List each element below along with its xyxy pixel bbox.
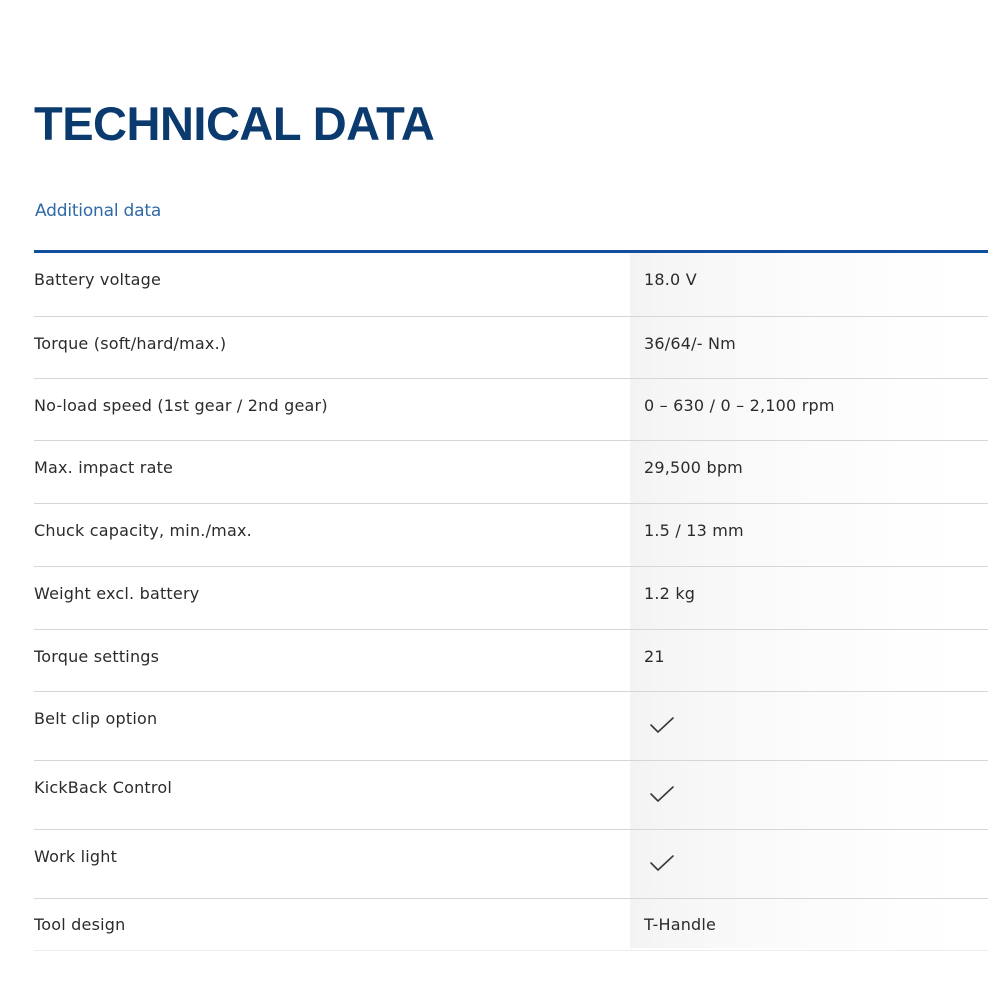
page-title: TECHNICAL DATA <box>34 97 435 150</box>
spec-label: Battery voltage <box>34 270 162 289</box>
spec-value: T-Handle <box>644 915 717 934</box>
spec-label: Torque (soft/hard/max.) <box>34 334 227 353</box>
spec-value: 1.2 kg <box>644 584 696 603</box>
table-row <box>34 761 988 830</box>
table-row <box>34 317 988 379</box>
spec-label: Work light <box>34 847 118 866</box>
spec-value: 29,500 bpm <box>644 458 743 477</box>
checkmark-icon <box>649 716 675 734</box>
spec-label: Weight excl. battery <box>34 584 200 603</box>
spec-value: 21 <box>644 647 665 666</box>
table-row <box>34 692 988 761</box>
spec-value: 1.5 / 13 mm <box>644 521 744 540</box>
table-row <box>34 441 988 504</box>
spec-label: KickBack Control <box>34 778 172 797</box>
table-row <box>34 899 988 951</box>
spec-label: Tool design <box>34 915 126 934</box>
table-row <box>34 253 988 317</box>
spec-value: 36/64/- Nm <box>644 334 736 353</box>
table-row <box>34 504 988 567</box>
spec-label: Chuck capacity, min./max. <box>34 521 252 540</box>
spec-label: Belt clip option <box>34 709 158 728</box>
spec-value: 18.0 V <box>644 270 697 289</box>
table-row <box>34 630 988 692</box>
table-row <box>34 830 988 899</box>
table-row <box>34 567 988 630</box>
spec-value: 0 – 630 / 0 – 2,100 rpm <box>644 396 835 415</box>
spec-table <box>34 253 988 951</box>
section-tab-additional-data[interactable]: Additional data <box>35 201 162 221</box>
checkmark-icon <box>649 854 675 872</box>
spec-label: Max. impact rate <box>34 458 174 477</box>
checkmark-icon <box>649 785 675 803</box>
spec-label: Torque settings <box>34 647 160 666</box>
spec-label: No-load speed (1st gear / 2nd gear) <box>34 396 328 415</box>
table-row <box>34 379 988 441</box>
